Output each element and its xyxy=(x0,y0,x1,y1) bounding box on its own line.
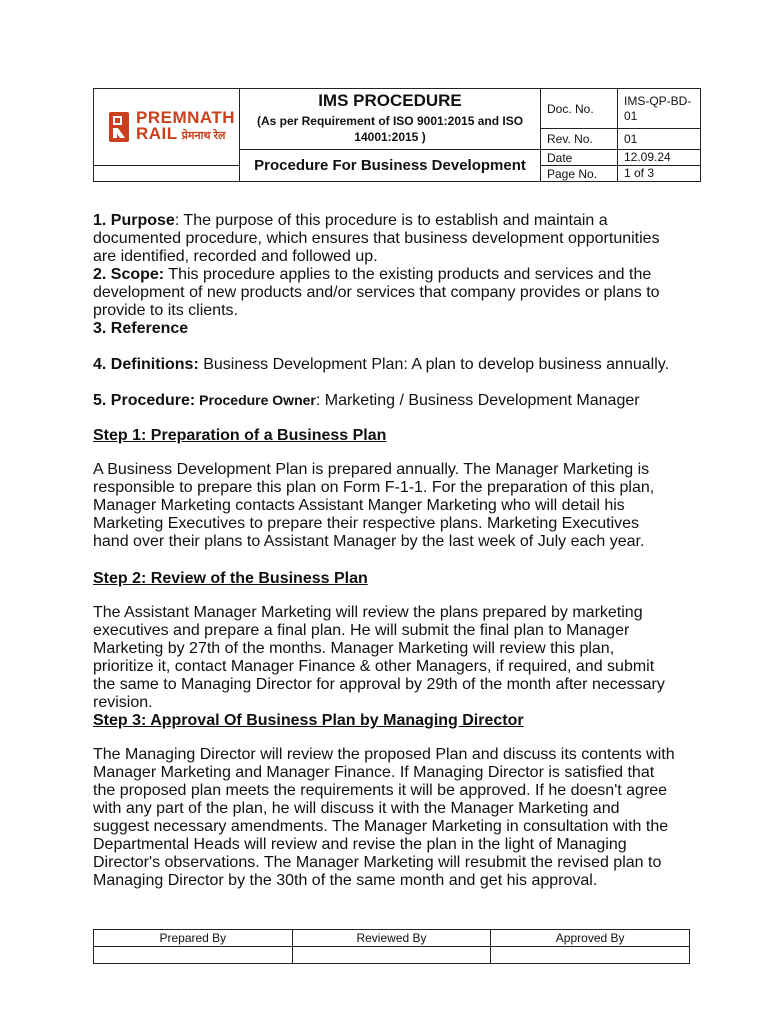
section-scope xyxy=(93,266,678,320)
company-logo xyxy=(94,110,239,144)
page-no-value: 1 of 3 xyxy=(618,166,701,182)
document-header-table xyxy=(93,88,701,182)
step-3-text: The Managing Director will review the proposed Plan and discuss its contents with Manager Marketing and Manager Finance. If Managing Director is satisfied that the proposed plan meets the requirements it will be approved. If he doesn't agree with any part of the plan, he will discuss it with the Manager Marketing and suggest necessary amendments. The Manager Marketing in consultation with the Departmental Heads will review and revise the plan in the light of Managing Director's observations. The Manager Marketing will resubmit the revised plan to Managing Director by the 30th of the same month and get his approval. xyxy=(93,746,675,889)
reviewed-by-signature xyxy=(292,947,491,964)
ims-subtitle: (As per Requirement of ISO 9001:2015 and ISO 14001:2015 ) xyxy=(256,114,524,144)
signoff-table xyxy=(93,929,690,964)
definitions-heading: 4. Definitions: xyxy=(93,356,199,373)
rev-no-value: 01 xyxy=(618,129,701,150)
page-no-label: Page No. xyxy=(541,166,618,182)
company-name-line1: PREMNATH xyxy=(136,108,236,127)
logo-cell-bottom xyxy=(94,166,240,182)
doc-no-label: Doc. No. xyxy=(541,89,618,129)
doc-no-value: IMS-QP-BD-01 xyxy=(618,89,701,129)
step-2-text: The Assistant Manager Marketing will review the plans prepared by marketing executives and prepare a final plan. He will submit the final plan to Manager Marketing by 27th of the months. Manager Marketing will review this plan, prioritize it, contact Manager Finance & other Managers, if required, and submit the same to Managing Director for approval by 29th of the month after necessary revision. xyxy=(93,604,665,711)
title-cell xyxy=(240,89,541,150)
ims-title: IMS PROCEDURE xyxy=(318,91,462,110)
procedure-title-cell xyxy=(240,150,541,182)
procedure-title: Procedure For Business Development xyxy=(254,157,526,174)
approved-by-signature xyxy=(491,947,690,964)
rail-logo-icon xyxy=(108,111,130,143)
approved-by-label: Approved By xyxy=(491,930,690,947)
purpose-heading: 1. Purpose xyxy=(93,212,175,229)
reference-heading: 3. Reference xyxy=(93,320,189,337)
procedure-owner-label: Procedure Owner xyxy=(195,392,316,408)
definitions-text: Business Development Plan: A plan to develop business annually. xyxy=(198,356,670,373)
scope-heading: 2. Scope: xyxy=(93,266,165,283)
rev-no-label: Rev. No. xyxy=(541,129,618,150)
date-value: 12.09.24 xyxy=(618,150,701,166)
section-reference xyxy=(93,320,678,338)
reviewed-by-label: Reviewed By xyxy=(292,930,491,947)
procedure-heading: 5. Procedure: xyxy=(93,392,196,409)
scope-text: This procedure applies to the existing products and services and the development of new products and/or services that company provides or plans to provide to its clients. xyxy=(93,266,660,319)
prepared-by-label: Prepared By xyxy=(94,930,293,947)
date-label: Date xyxy=(541,150,618,166)
step-1-heading: Step 1: Preparation of a Business Plan xyxy=(93,427,387,444)
section-definitions xyxy=(93,356,678,374)
step-1-text: A Business Development Plan is prepared annually. The Manager Marketing is responsible to prepare this plan on Form F-1-1. For the preparation of this plan, Manager Marketing contacts Assistant Manger Marketing who will detail his Marketing Executives to prepare their respective plans. Marketing Executives hand over their plans to Assistant Manager by the last week of July each year. xyxy=(93,461,655,550)
company-name-hindi: प्रेमनाथ रेल xyxy=(181,130,226,142)
section-procedure xyxy=(93,392,678,410)
logo-cell xyxy=(94,89,240,166)
company-name-line2: RAIL xyxy=(136,124,178,143)
section-purpose xyxy=(93,212,678,266)
step-3-heading: Step 3: Approval Of Business Plan by Managing Director xyxy=(93,712,524,729)
purpose-text: : The purpose of this procedure is to establish and maintain a documented procedure, which ensures that business development opportunities are identified, recorded and followed up. xyxy=(93,212,660,265)
prepared-by-signature xyxy=(94,947,293,964)
procedure-owner-text: : Marketing / Business Development Manager xyxy=(315,392,640,409)
step-2-heading: Step 2: Review of the Business Plan xyxy=(93,570,368,587)
